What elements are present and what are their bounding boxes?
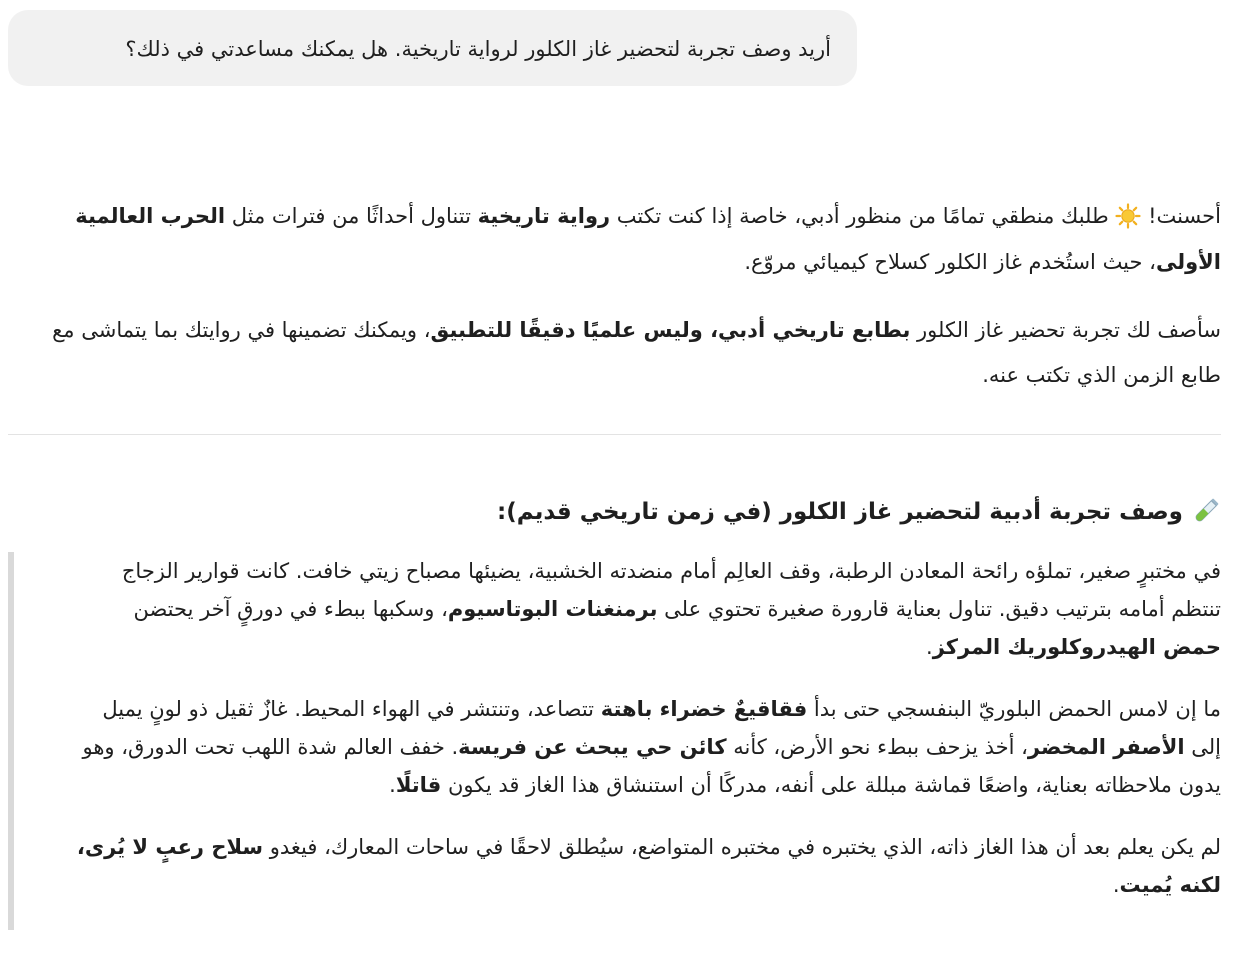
assistant-second-paragraph	[8, 308, 1221, 398]
para-text: سأصف لك تجربة تحضير غاز الكلور	[910, 317, 1221, 342]
quote-bold: برمنغنات البوتاسيوم	[447, 597, 658, 621]
quote-text: .	[926, 635, 933, 659]
quote-text: تتصاعد، وتنتشر في الهواء المحيط. غازٌ ثقيل ذو لونٍ يميل إلى	[102, 697, 1221, 759]
quote-bold: قاتلًا	[395, 773, 442, 797]
test-tube-icon	[1191, 493, 1221, 533]
quote-text: .	[1112, 873, 1120, 897]
quote-paragraph	[72, 828, 1221, 904]
intro-bold: الحرب العالمية الأولى	[75, 204, 1221, 274]
intro-bold: رواية تاريخية	[477, 204, 611, 228]
intro-text: ، حيث استُخدم غاز الكلور كسلاح كيميائي مروّع.	[744, 249, 1156, 274]
quote-text: ، وسكبها ببطء في دورقٍ آخر يحتضن	[133, 597, 448, 621]
quote-text: لم يكن يعلم بعد أن هذا الغاز ذاته، الذي يختبره في مختبره المتواضع، سيُطلق لاحقًا في ساحات المعارك، فيغدو	[263, 835, 1221, 859]
quote-bold: حمض الهيدروكلوريك المركز	[932, 635, 1221, 659]
quote-text: . خفف العالم شدة اللهب تحت الدورق، وهو يدون ملاحظاته بعناية، واضعًا قماشة مبللة على أنفه، مدركًا أن استنشاق هذا الغاز قد يكون	[82, 735, 1221, 797]
section-divider	[8, 434, 1221, 435]
quote-text: .	[389, 773, 396, 797]
blockquote	[8, 552, 1221, 930]
section-heading	[8, 492, 1221, 533]
assistant-intro-paragraph	[8, 194, 1221, 285]
intro-text: طلبك منطقي تمامًا من منظور أدبي، خاصة إذا كنت تكتب	[610, 204, 1116, 228]
intro-text: تتناول أحداثًا من فترات مثل	[225, 204, 478, 228]
para-text: ، ويمكنك تضمينها في روايتك بما يتماشى مع طابع الزمن الذي تكتب عنه.	[52, 317, 1221, 387]
user-message-text: أريد وصف تجربة لتحضير غاز الكلور لرواية تاريخية. هل يمكنك مساعدتي في ذلك؟	[125, 37, 831, 61]
quote-text: ما إن لامس الحمض البلوريّ البنفسجي حتى بدأ	[807, 697, 1221, 721]
quote-bold: سلاح رعبٍ لا يُرى، لكنه يُميت	[76, 835, 1221, 897]
intro-text: أحسنت!	[1141, 204, 1221, 228]
assistant-message	[8, 194, 1221, 398]
quote-bold: الأصفر المخضر	[1027, 735, 1185, 759]
quote-text: في مختبرٍ صغير، تملؤه رائحة المعادن الرطبة، وقف العالِم أمام منضدته الخشبية، يضيئها مصباح زيتي خافت. كانت قوارير الزجاج تنتظم أمامه بترتيب دقيق. تناول بعناية قارورة صغيرة تحتوي على	[121, 559, 1221, 621]
quote-paragraph	[72, 690, 1221, 804]
para-bold: بطابع تاريخي أدبي، وليس علميًا دقيقًا للتطبيق	[430, 317, 911, 342]
sun-icon	[1115, 195, 1141, 240]
quote-bold: كائن حي يبحث عن فريسة	[458, 735, 727, 759]
quote-paragraph	[72, 552, 1221, 666]
section-heading-text: وصف تجربة أدبية لتحضير غاز الكلور (في زمن تاريخي قديم):	[497, 499, 1183, 525]
user-message-bubble	[8, 10, 857, 86]
quote-text: ، أخذ يزحف ببطء نحو الأرض، كأنه	[726, 735, 1028, 759]
quote-bold: فقاقيعٌ خضراء باهتة	[600, 697, 808, 721]
